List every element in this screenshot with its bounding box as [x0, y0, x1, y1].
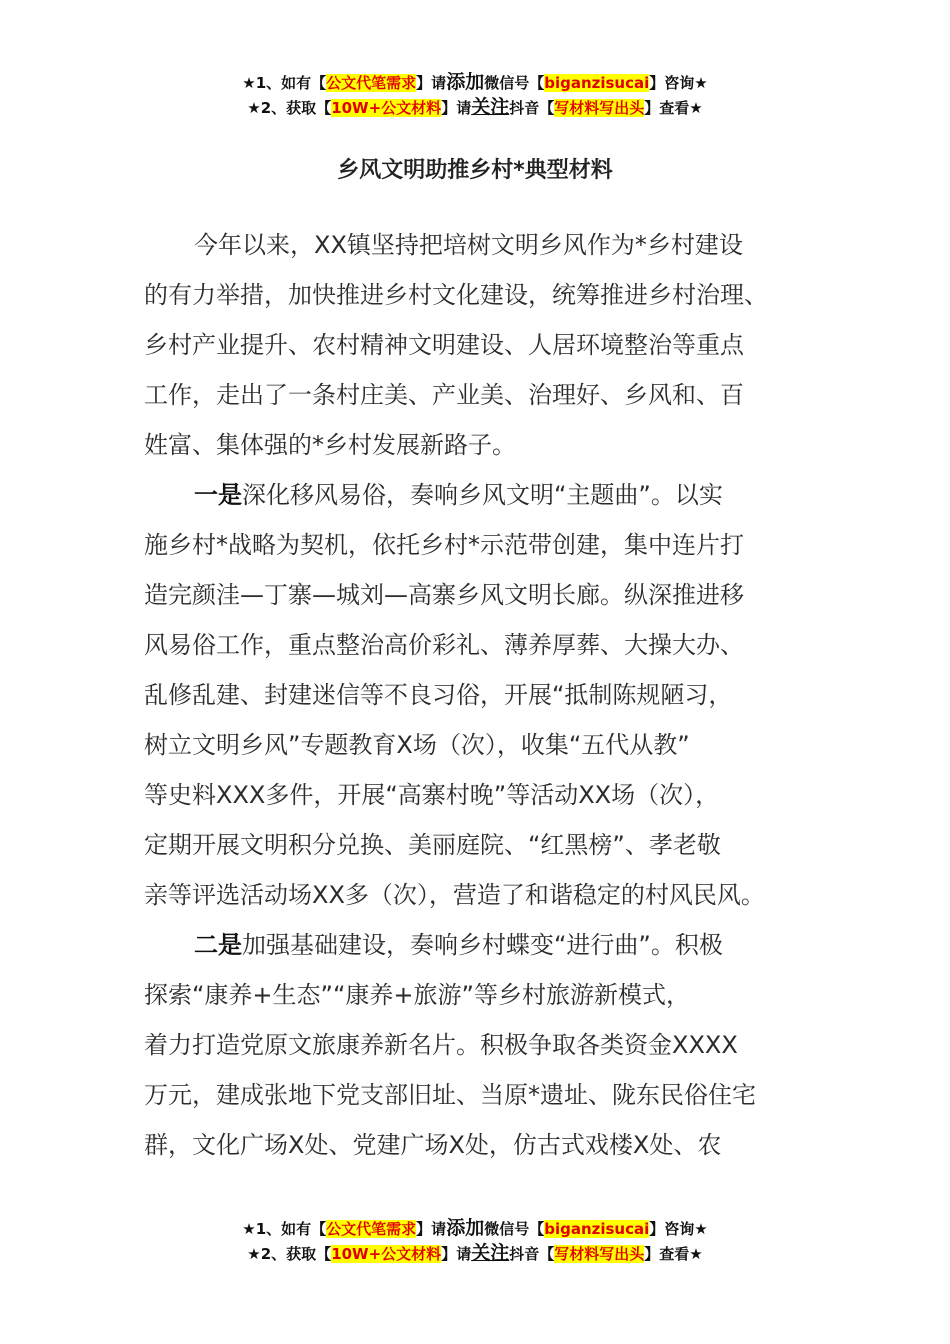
promo-text: ★1、如有【: [242, 1220, 327, 1238]
body-line: 姓富、集体强的*乡村发展新路子。: [144, 431, 516, 459]
promo-text: 】查看★: [644, 1245, 703, 1263]
promo-highlight: biganzisucai: [544, 74, 650, 92]
promo-emphasis: 添加: [446, 1217, 485, 1239]
promo-text: 抖音【: [509, 99, 555, 117]
body-line: 探索“康养+生态”“康养+旅游”等乡村旅游新模式，: [144, 981, 690, 1009]
body-line: 的有力举措，加快推进乡村文化建设，统筹推进乡村治理、: [144, 281, 768, 309]
promo-text: 】查看★: [644, 99, 703, 117]
promo-highlight: 写材料写出头: [554, 1245, 645, 1263]
header-promo-banner: [0, 70, 950, 120]
promo-text: 微信号【: [484, 74, 545, 92]
promo-text: 】请: [441, 1245, 472, 1263]
body-line: 今年以来，XX镇坚持把培树文明乡风作为*乡村建设: [194, 231, 743, 259]
promo-emphasis: 关注: [471, 1242, 510, 1264]
promo-text: ★2、获取【: [247, 1245, 332, 1263]
promo-text: 抖音【: [509, 1245, 555, 1263]
body-line: 等史料XXX多件，开展“高寨村晚”等活动XX场（次），: [144, 781, 720, 809]
promo-text: 】咨询★: [649, 74, 708, 92]
body-line-lead: [144, 920, 834, 970]
promo-highlight: 公文代笔需求: [326, 74, 417, 92]
body-line: 定期开展文明积分兑换、美丽庭院、“红黑榜”、孝老敬: [144, 831, 721, 859]
section-lead-label: 一是: [194, 481, 242, 509]
body-line: 施乡村*战略为契机，依托乡村*示范带创建，集中连片打: [144, 531, 744, 559]
promo-highlight: biganzisucai: [544, 1220, 650, 1238]
footer-promo-banner: [0, 1216, 950, 1266]
promo-text: 】请: [441, 99, 472, 117]
section-lead-label: 二是: [194, 931, 242, 959]
body-line: 风易俗工作，重点整治高价彩礼、薄养厚葬、大操大办、: [144, 631, 744, 659]
promo-line-1: [0, 1216, 950, 1241]
promo-highlight: 10W+公文材料: [331, 99, 442, 117]
promo-text: 微信号【: [484, 1220, 545, 1238]
promo-highlight: 写材料写出头: [554, 99, 645, 117]
body-line: 树立文明乡风”专题教育X场（次），收集“五代从教”: [144, 731, 690, 759]
body-line: 乡村产业提升、农村精神文明建设、人居环境整治等重点: [144, 331, 744, 359]
body-line: 造完颜洼—丁寨—城刘—高寨乡风文明长廊。纵深推进移: [144, 581, 744, 609]
promo-text: 】请: [416, 1220, 447, 1238]
document-body: [144, 220, 834, 1170]
promo-text: ★2、获取【: [247, 99, 332, 117]
promo-emphasis: 关注: [471, 96, 510, 118]
body-line: 乱修乱建、封建迷信等不良习俗，开展“抵制陈规陋习，: [144, 681, 733, 709]
body-line-text: 加强基础建设，奏响乡村蝶变“进行曲”。积极: [242, 931, 723, 959]
promo-line-1: [0, 70, 950, 95]
body-line: 着力打造党原文旅康养新名片。积极争取各类资金XXXX: [144, 1031, 738, 1059]
body-line-lead: [144, 470, 834, 520]
body-line: 亲等评选活动场XX多（次），营造了和谐稳定的村风民风。: [144, 881, 765, 909]
promo-text: 】咨询★: [649, 1220, 708, 1238]
body-line: 工作，走出了一条村庄美、产业美、治理好、乡风和、百: [144, 381, 744, 409]
promo-text: ★1、如有【: [242, 74, 327, 92]
promo-line-2: [0, 1241, 950, 1266]
document-title: 乡风文明助推乡村*典型材料: [337, 158, 613, 183]
body-line: 万元，建成张地下党支部旧址、当原*遗址、陇东民俗住宅: [144, 1081, 756, 1109]
promo-highlight: 10W+公文材料: [331, 1245, 442, 1263]
promo-line-2: [0, 95, 950, 120]
body-line-text: 深化移风易俗，奏响乡风文明“主题曲”。以实: [242, 481, 723, 509]
promo-text: 】请: [416, 74, 447, 92]
body-line: 群，文化广场X处、党建广场X处，仿古式戏楼X处、农: [144, 1131, 722, 1159]
promo-highlight: 公文代笔需求: [326, 1220, 417, 1238]
promo-emphasis: 添加: [446, 71, 485, 93]
